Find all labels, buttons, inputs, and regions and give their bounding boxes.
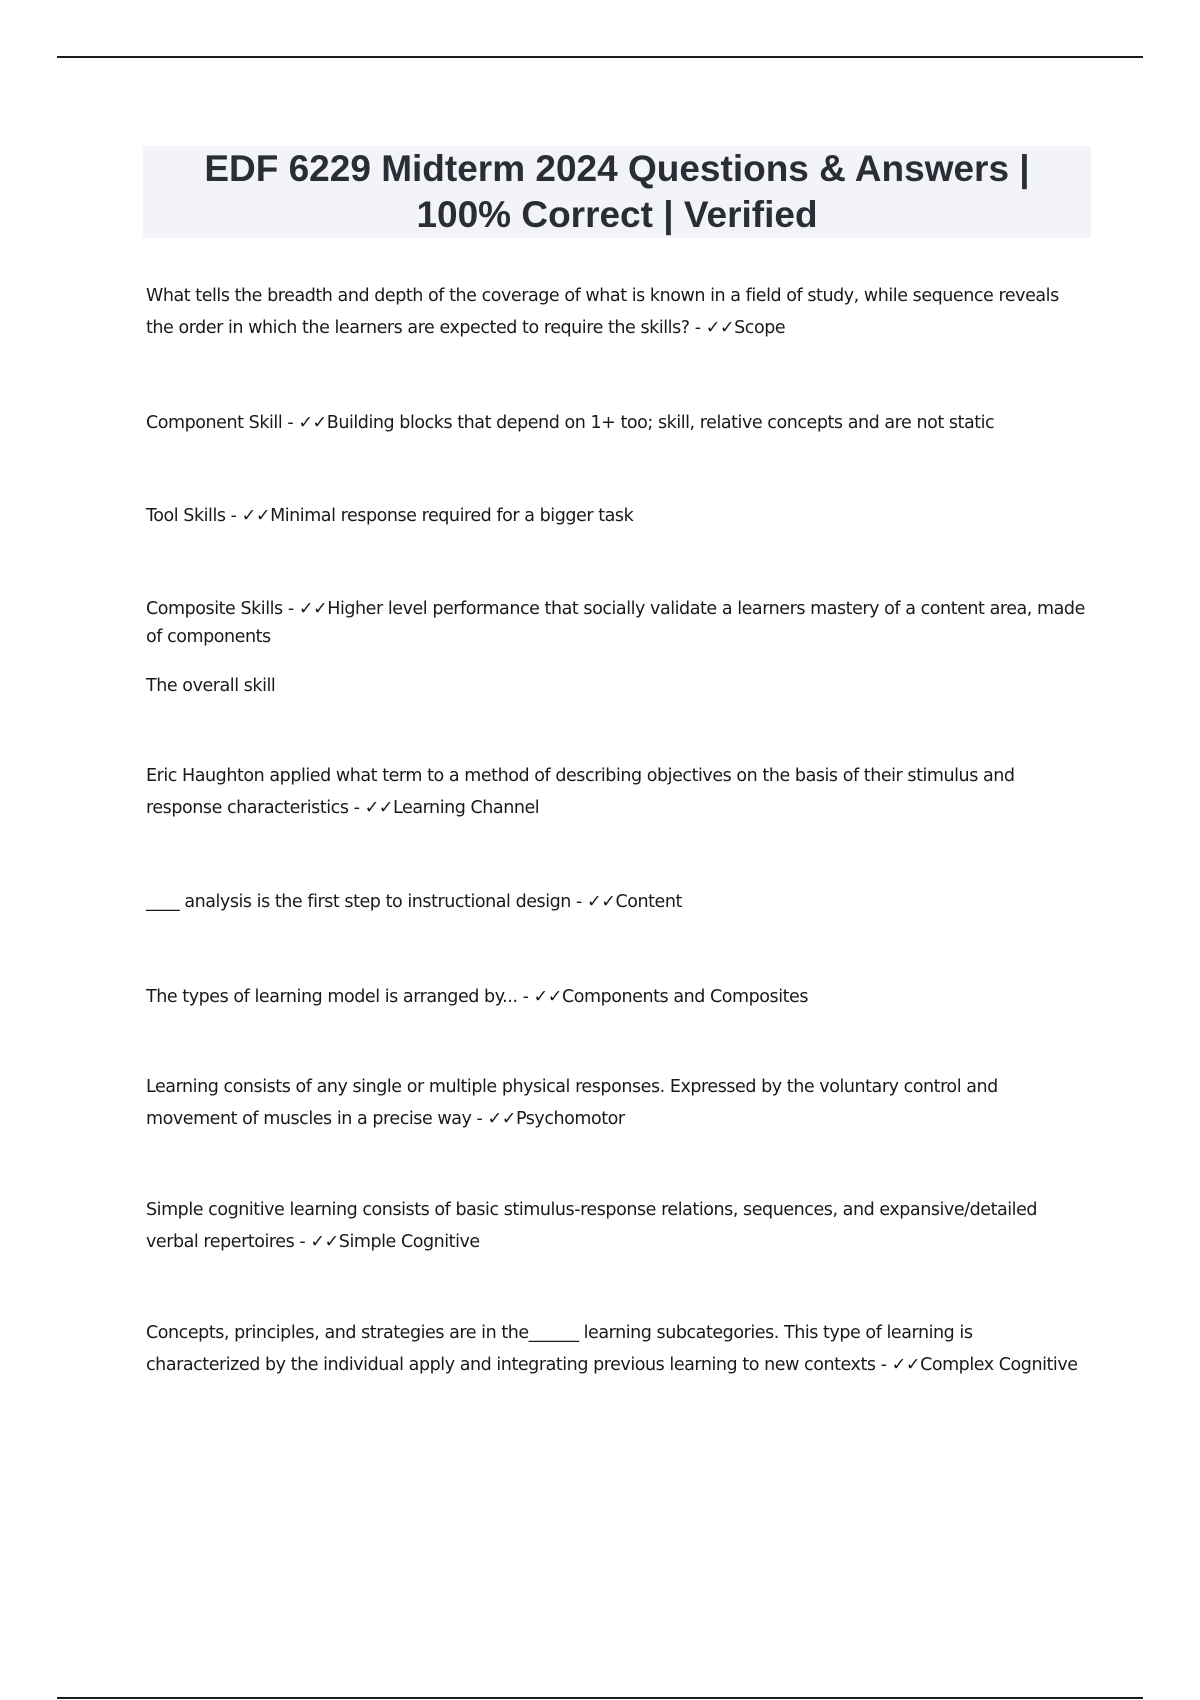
separator: - [348,798,365,818]
question-text: The types of learning model is arranged by... [146,987,518,1007]
separator: - [294,1232,311,1252]
qa-item-7 [146,981,1086,1013]
top-rule [57,56,1143,58]
separator: - [225,506,242,526]
answer-text: Minimal response required for a bigger task [270,506,634,526]
answer-text: Components and Composites [561,987,809,1007]
answer-text: Content [615,892,682,912]
qa-item-4 [146,595,1086,651]
question-text: Learning consists of any single or multiple physical responses. Expressed by the voluntary control and movement of muscles in a precise way [146,1077,998,1129]
question-text: Eric Haughton applied what term to a method of describing objectives on the basis of their stimulus and response characteristics [146,766,1015,818]
bottom-rule [57,1697,1143,1699]
separator: - [471,1109,488,1129]
separator: - [875,1355,892,1375]
check-mark-icon: ✓✓ [487,1109,516,1129]
answer-text: Building blocks that depend on 1+ too; skill, relative concepts and are not static [326,413,995,433]
check-mark-icon: ✓✓ [298,599,328,619]
answer-text: Learning Channel [393,798,540,818]
question-text: ____ analysis is the first step to instructional design [146,892,571,912]
answer-text: Higher level performance that socially validate a learners mastery of a content area, made of components [146,599,1085,647]
qa-item-3 [146,500,1086,532]
check-mark-icon: ✓✓ [241,506,271,526]
separator: - [282,413,299,433]
qa-item-6 [146,886,1086,918]
qa-item-8 [146,1071,1086,1135]
check-mark-icon: ✓✓ [310,1232,339,1252]
question-text: What tells the breadth and depth of the coverage of what is known in a field of study, while sequence reveals the order in which the learners are expected to require the skills? [146,286,1059,338]
question-text: Concepts, principles, and strategies are in the______ learning subcategories. This type of learning is characterized by the individual apply and integrating previous learning to new contexts [146,1323,973,1375]
qa-item-5 [146,760,1086,824]
check-mark-icon: ✓✓ [705,318,735,338]
check-mark-icon: ✓✓ [298,413,327,433]
check-mark-icon: ✓✓ [891,1355,921,1375]
qa-item-4-note: The overall skill [146,676,276,696]
question-text: Composite Skills [146,599,283,619]
document-title: EDF 6229 Midterm 2024 Questions & Answers | 100% Correct | Verified [204,148,1030,235]
qa-item-2 [146,407,1086,439]
separator: - [282,599,299,619]
answer-text: Psychomotor [515,1109,625,1129]
question-text: Tool Skills [146,506,226,526]
separator: - [570,892,588,912]
qa-item-1 [146,280,1086,344]
qa-item-10 [146,1317,1086,1381]
check-mark-icon: ✓✓ [587,892,616,912]
qa-item-9 [146,1194,1086,1258]
check-mark-icon: ✓✓ [533,987,562,1007]
title-banner [143,146,1091,238]
question-text: Component Skill [146,413,283,433]
question-text: Simple cognitive learning consists of basic stimulus-response relations, sequences, and expansive/detailed verbal repertoires [146,1200,1038,1252]
answer-text: Complex Cognitive [920,1355,1078,1375]
check-mark-icon: ✓✓ [364,798,394,818]
answer-text: Simple Cognitive [338,1232,480,1252]
answer-text: Scope [734,318,786,338]
separator: - [517,987,534,1007]
separator: - [689,318,706,338]
